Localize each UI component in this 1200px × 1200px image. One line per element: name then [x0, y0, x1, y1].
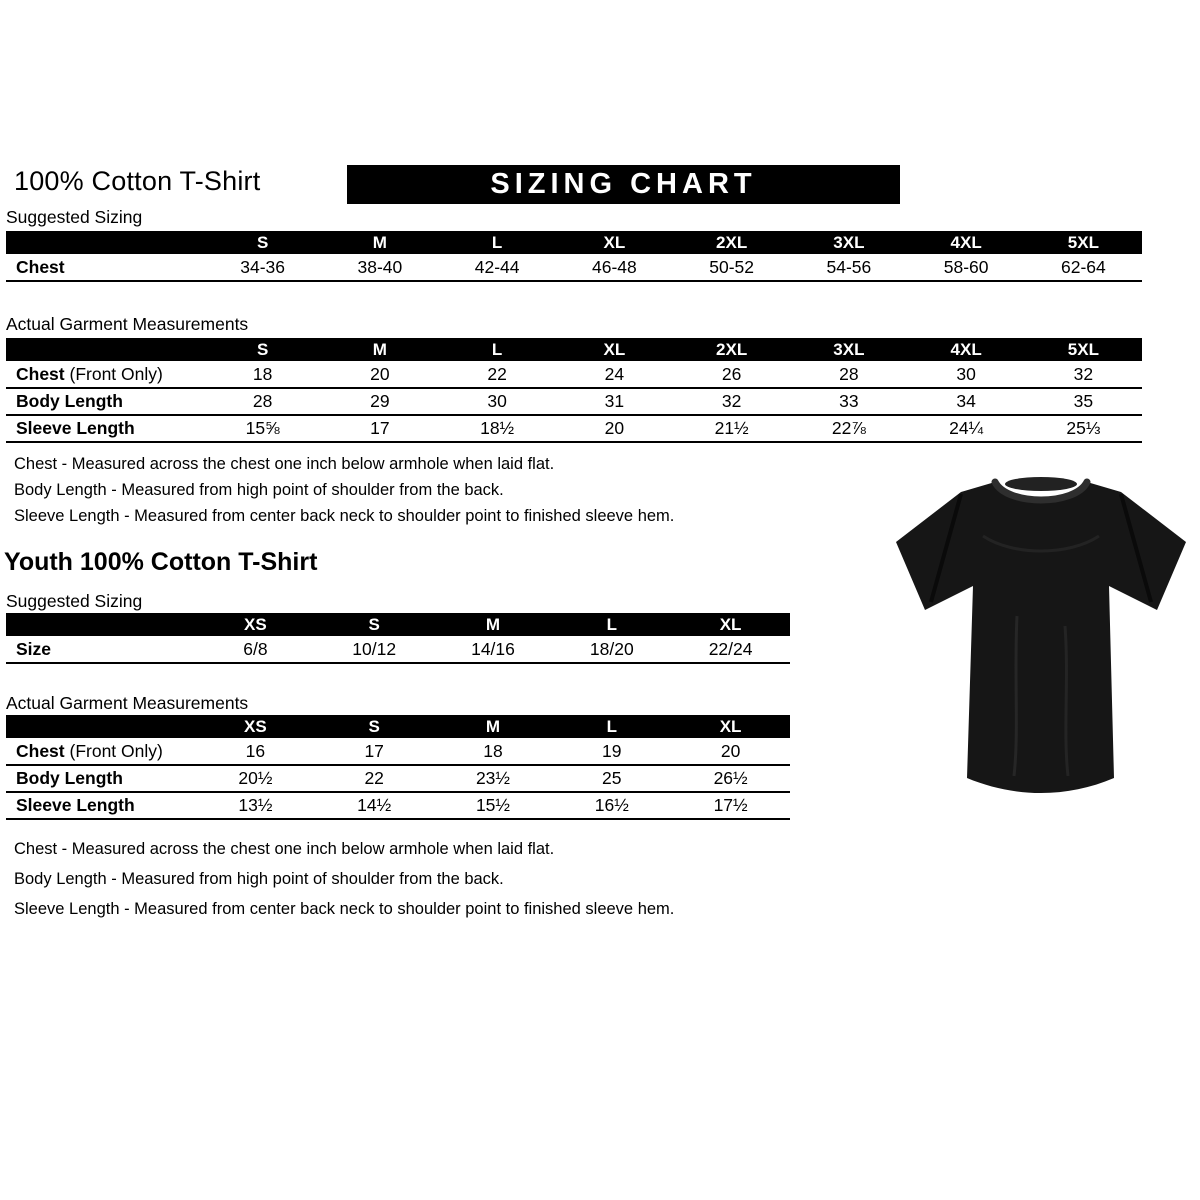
size-cell: 19 [552, 738, 671, 765]
row-label-suffix: (Front Only) [64, 740, 163, 761]
size-cell: 22 [439, 361, 556, 388]
table-row [6, 415, 1142, 442]
note-line: Sleeve Length - Measured from center back neck to shoulder point to finished sleeve hem. [14, 900, 675, 918]
size-cell: 29 [321, 388, 438, 415]
note-line: Chest - Measured across the chest one inch below armhole when laid flat. [14, 840, 555, 858]
size-column-header: M [434, 613, 553, 636]
table-row [6, 254, 1142, 281]
size-column-header: XL [671, 715, 790, 738]
size-cell: 22⅞ [790, 415, 907, 442]
size-column-header: L [552, 613, 671, 636]
size-column-header: 4XL [908, 338, 1025, 361]
youth-measurement-notes [14, 840, 674, 930]
size-cell: 22 [315, 765, 434, 792]
table-header-row [6, 613, 790, 636]
adult-garment-measurements-label: Actual Garment Measurements [6, 314, 249, 334]
youth-suggested-sizing-label: Suggested Sizing [6, 591, 143, 611]
size-column-header: S [315, 715, 434, 738]
table-row [6, 388, 1142, 415]
size-column-header: L [439, 231, 556, 254]
row-label-text: Chest [16, 363, 65, 384]
row-label-text: Chest [16, 740, 65, 761]
size-cell: 31 [556, 388, 673, 415]
adult-suggested-sizing-table [6, 231, 1142, 282]
row-label-text: Size [16, 638, 52, 659]
row-label [6, 254, 204, 281]
size-cell: 34-36 [204, 254, 321, 281]
size-cell: 15½ [434, 792, 553, 819]
table-row [6, 361, 1142, 388]
size-cell: 17 [321, 415, 438, 442]
row-label-text: Sleeve Length [16, 795, 135, 815]
table-row [6, 792, 790, 819]
size-column-header: M [321, 231, 438, 254]
size-cell: 21½ [673, 415, 790, 442]
size-cell: 24¼ [908, 415, 1025, 442]
size-cell: 10/12 [315, 636, 434, 663]
size-column-header: L [439, 338, 556, 361]
adult-measurement-notes [14, 455, 674, 533]
empty-header-cell [6, 231, 204, 254]
adult-garment-measurements-table [6, 338, 1142, 443]
size-cell: 34 [908, 388, 1025, 415]
sizing-chart-banner: SIZING CHART [347, 165, 900, 204]
size-cell: 16½ [552, 792, 671, 819]
size-cell: 23½ [434, 765, 553, 792]
note-line: Body Length - Measured from high point of shoulder from the back. [14, 481, 504, 499]
size-column-header: XL [671, 613, 790, 636]
row-label-text: Body Length [16, 391, 123, 411]
empty-header-cell [6, 715, 196, 738]
size-cell: 28 [204, 388, 321, 415]
youth-garment-measurements-label: Actual Garment Measurements [6, 693, 249, 713]
size-cell: 24 [556, 361, 673, 388]
tshirt-graphic [893, 476, 1189, 818]
size-cell: 16 [196, 738, 315, 765]
youth-suggested-sizing-table [6, 613, 790, 664]
size-cell: 18½ [439, 415, 556, 442]
size-cell: 26½ [671, 765, 790, 792]
size-cell: 13½ [196, 792, 315, 819]
size-cell: 20½ [196, 765, 315, 792]
size-cell: 22/24 [671, 636, 790, 663]
size-column-header: S [204, 338, 321, 361]
row-label [6, 415, 204, 442]
table-header-row [6, 715, 790, 738]
size-cell: 20 [556, 415, 673, 442]
adult-suggested-sizing-label: Suggested Sizing [6, 207, 143, 227]
table-header-row [6, 338, 1142, 361]
row-label-text: Chest [16, 256, 65, 277]
size-cell: 30 [439, 388, 556, 415]
size-column-header: 2XL [673, 231, 790, 254]
youth-section-title: Youth 100% Cotton T-Shirt [4, 548, 318, 576]
size-cell: 54-56 [790, 254, 907, 281]
row-label-suffix: (Front Only) [64, 363, 163, 384]
size-column-header: S [204, 231, 321, 254]
row-label-text: Sleeve Length [16, 418, 135, 438]
size-column-header: 2XL [673, 338, 790, 361]
note-line: Chest - Measured across the chest one inch below armhole when laid flat. [14, 455, 555, 473]
size-cell: 20 [671, 738, 790, 765]
size-cell: 14½ [315, 792, 434, 819]
size-cell: 50-52 [673, 254, 790, 281]
row-label [6, 361, 204, 388]
size-column-header: M [321, 338, 438, 361]
table-row [6, 636, 790, 663]
size-cell: 33 [790, 388, 907, 415]
size-column-header: 3XL [790, 231, 907, 254]
row-label-text: Body Length [16, 768, 123, 788]
size-cell: 42-44 [439, 254, 556, 281]
row-label [6, 388, 204, 415]
size-column-header: XL [556, 338, 673, 361]
row-label [6, 636, 196, 663]
size-column-header: XS [196, 613, 315, 636]
size-cell: 18/20 [552, 636, 671, 663]
size-column-header: 5XL [1025, 231, 1142, 254]
size-cell: 32 [1025, 361, 1142, 388]
size-column-header: 4XL [908, 231, 1025, 254]
size-cell: 30 [908, 361, 1025, 388]
empty-header-cell [6, 613, 196, 636]
table-header-row [6, 231, 1142, 254]
size-cell: 62-64 [1025, 254, 1142, 281]
size-cell: 17½ [671, 792, 790, 819]
size-cell: 26 [673, 361, 790, 388]
adult-section-title: 100% Cotton T-Shirt [14, 166, 261, 196]
size-cell: 18 [434, 738, 553, 765]
size-column-header: L [552, 715, 671, 738]
size-cell: 14/16 [434, 636, 553, 663]
youth-garment-measurements-table [6, 715, 790, 820]
size-cell: 25⅓ [1025, 415, 1142, 442]
empty-header-cell [6, 338, 204, 361]
size-column-header: 5XL [1025, 338, 1142, 361]
size-cell: 28 [790, 361, 907, 388]
size-cell: 32 [673, 388, 790, 415]
size-cell: 25 [552, 765, 671, 792]
size-cell: 17 [315, 738, 434, 765]
black-tshirt-image [893, 476, 1189, 818]
table-row [6, 765, 790, 792]
size-cell: 15⅝ [204, 415, 321, 442]
size-column-header: XS [196, 715, 315, 738]
size-column-header: M [434, 715, 553, 738]
row-label [6, 765, 196, 792]
size-cell: 58-60 [908, 254, 1025, 281]
note-line: Sleeve Length - Measured from center back neck to shoulder point to finished sleeve hem. [14, 507, 675, 525]
size-column-header: S [315, 613, 434, 636]
size-cell: 18 [204, 361, 321, 388]
row-label [6, 738, 196, 765]
size-column-header: 3XL [790, 338, 907, 361]
size-cell: 38-40 [321, 254, 438, 281]
row-label [6, 792, 196, 819]
size-column-header: XL [556, 231, 673, 254]
size-cell: 46-48 [556, 254, 673, 281]
size-cell: 20 [321, 361, 438, 388]
table-row [6, 738, 790, 765]
size-cell: 35 [1025, 388, 1142, 415]
note-line: Body Length - Measured from high point of shoulder from the back. [14, 870, 504, 888]
size-cell: 6/8 [196, 636, 315, 663]
